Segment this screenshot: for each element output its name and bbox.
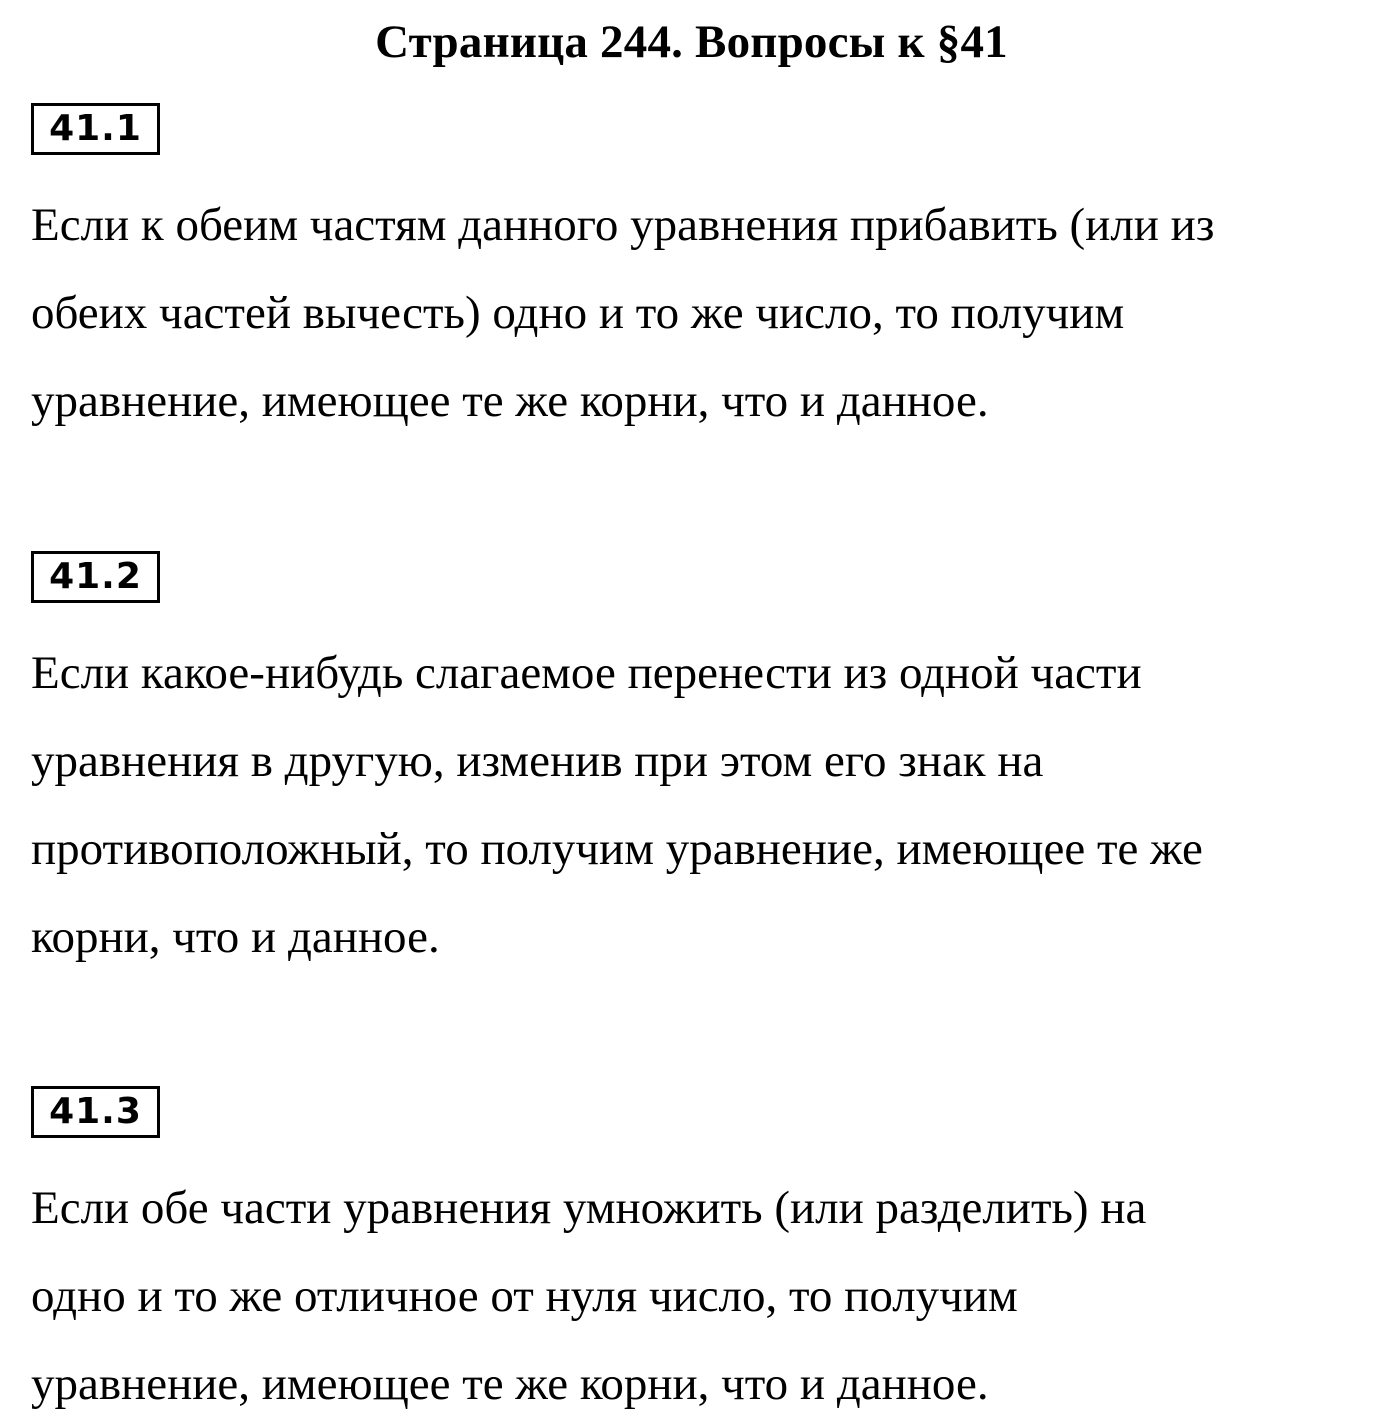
answer-line: уравнение, имеющее те же корни, что и данное. <box>31 375 989 427</box>
answer-line: Если к обеим частям данного уравнения прибавить (или из <box>31 199 1215 251</box>
answer-text <box>31 629 1361 981</box>
question-number-box: 41.2 <box>31 551 160 603</box>
question-number-box: 41.3 <box>31 1086 160 1138</box>
page-title: Страница 244. Вопросы к §41 <box>375 16 1008 68</box>
question-number-box: 41.1 <box>31 103 160 155</box>
answer-text <box>31 1164 1361 1428</box>
answer-line: корни, что и данное. <box>31 911 440 963</box>
answer-line: Если обе части уравнения умножить (или разделить) на <box>31 1182 1147 1234</box>
answer-line: обеих частей вычесть) одно и то же число, то получим <box>31 287 1125 339</box>
answer-text <box>31 181 1361 445</box>
answer-line: одно и то же отличное от нуля число, то получим <box>31 1270 1018 1322</box>
answer-line: уравнение, имеющее те же корни, что и данное. <box>31 1358 989 1410</box>
answer-line: уравнения в другую, изменив при этом его знак на <box>31 735 1044 787</box>
answer-line: противоположный, то получим уравнение, имеющее те же <box>31 823 1203 875</box>
answer-line: Если какое-нибудь слагаемое перенести из одной части <box>31 647 1142 699</box>
